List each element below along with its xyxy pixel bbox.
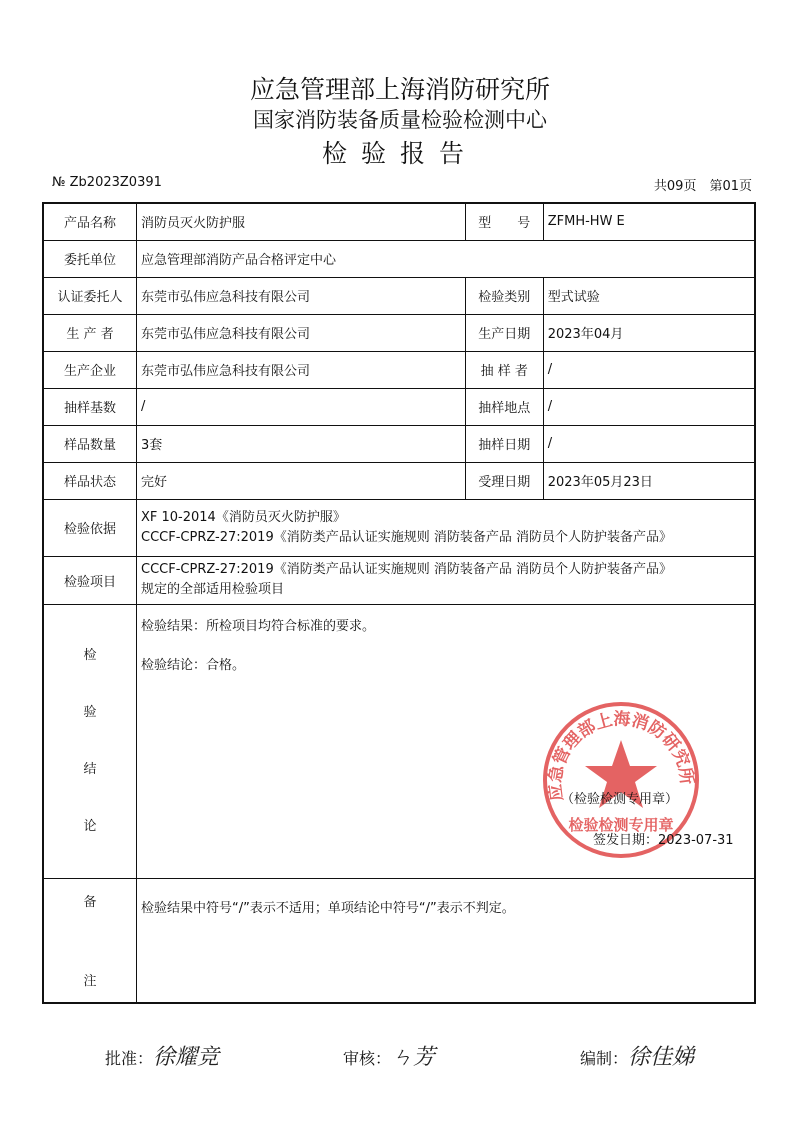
value: 消防员灭火防护服 <box>137 203 466 240</box>
value: / <box>543 425 755 462</box>
label: 抽 样 者 <box>465 351 543 388</box>
report-table <box>42 202 756 1004</box>
approve-label: 批准： <box>105 1049 154 1068</box>
label: 产品名称 <box>43 203 137 240</box>
label: 样品状态 <box>43 462 137 499</box>
label: 生产企业 <box>43 351 137 388</box>
label: 结 <box>83 762 97 777</box>
basis-line: CCCF-CPRZ-27:2019《消防类产品认证实施规则 消防装备产品 消防员个人防护装备产品》 <box>141 529 672 545</box>
value: 应急管理部消防产品合格评定中心 <box>137 240 756 277</box>
value: 完好 <box>137 462 466 499</box>
center-title: 国家消防装备质量检验检测中心 <box>253 108 547 132</box>
value: 东莞市弘伟应急科技有限公司 <box>137 314 466 351</box>
label: 论 <box>83 819 97 834</box>
label: 检 <box>83 648 97 663</box>
page-count: 共09页 第01页 <box>653 179 752 194</box>
approve-signature: 徐耀竞 <box>153 1045 220 1070</box>
issue-date: 签发日期：2023-07-31 <box>593 832 734 848</box>
report-number: № Zb2023Z0391 <box>52 175 162 190</box>
review-signature: ㄣ芳 <box>391 1045 436 1070</box>
remark: 检验结果中符号“/”表示不适用；单项结论中符号“/”表示不判定。 <box>137 878 756 1003</box>
label: 抽样地点 <box>465 388 543 425</box>
value: ZFMH-HW E <box>543 203 755 240</box>
seal-ring-text: 应急管理部上海消防研究所 <box>545 709 697 802</box>
value: / <box>543 351 755 388</box>
basis-line: XF 10-2014《消防员灭火防护服》 <box>141 509 346 525</box>
value: / <box>543 388 755 425</box>
edit-label: 编制： <box>580 1049 629 1068</box>
label: 型 号 <box>465 203 543 240</box>
label: 受理日期 <box>465 462 543 499</box>
items-line: 规定的全部适用检验项目 <box>141 582 285 597</box>
label: 验 <box>83 705 97 720</box>
label: 抽样日期 <box>465 425 543 462</box>
label: 检验依据 <box>43 499 137 556</box>
value: / <box>137 388 466 425</box>
value: 型式试验 <box>543 277 755 314</box>
value: 2023年04月 <box>543 314 755 351</box>
label: 检验项目 <box>43 556 137 604</box>
label: 备 <box>83 895 97 911</box>
label: 注 <box>83 974 97 990</box>
report-title: 检验报告 <box>321 139 478 168</box>
label: 生 产 者 <box>43 314 137 351</box>
items-line: CCCF-CPRZ-27:2019《消防类产品认证实施规则 消防装备产品 消防员个人防护装备产品》 <box>141 562 672 577</box>
value: 3套 <box>137 425 466 462</box>
seal-label: （检验检测专用章） <box>561 791 679 807</box>
institute-title: 应急管理部上海消防研究所 <box>249 75 550 104</box>
seal-inner-text: 检验检测专用章 <box>568 815 674 834</box>
value: 2023年05月23日 <box>543 462 755 499</box>
value: 东莞市弘伟应急科技有限公司 <box>137 277 466 314</box>
label: 样品数量 <box>43 425 137 462</box>
review-label: 审核： <box>343 1049 392 1068</box>
test-conclusion: 检验结论：合格。 <box>141 657 246 673</box>
edit-signature: 徐佳娣 <box>628 1045 695 1070</box>
label: 认证委托人 <box>43 277 137 314</box>
label: 生产日期 <box>465 314 543 351</box>
test-result: 检验结果：所检项目均符合标准的要求。 <box>141 618 376 634</box>
value: 东莞市弘伟应急科技有限公司 <box>137 351 466 388</box>
label: 抽样基数 <box>43 388 137 425</box>
label: 委托单位 <box>43 240 137 277</box>
label: 检验类别 <box>465 277 543 314</box>
